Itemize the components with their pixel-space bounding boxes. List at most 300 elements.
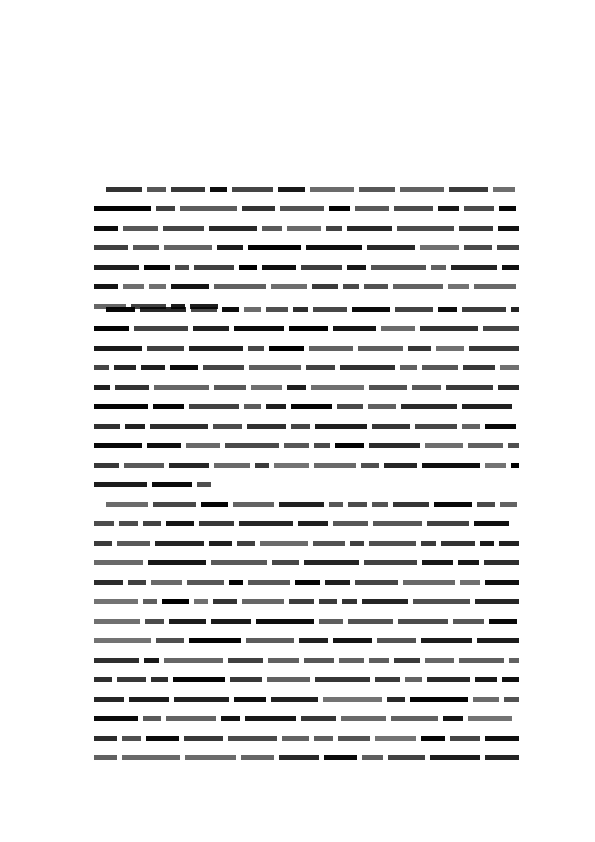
word-block: [462, 307, 506, 312]
word-block: [269, 346, 304, 351]
word-block: [475, 677, 497, 682]
word-block: [375, 677, 400, 682]
word-block: [146, 736, 179, 741]
word-block: [502, 265, 519, 270]
word-block: [94, 443, 142, 448]
word-block: [94, 482, 147, 487]
word-block: [425, 443, 463, 448]
word-block: [314, 443, 330, 448]
word-block: [295, 580, 320, 585]
word-block: [232, 187, 273, 192]
word-block: [233, 502, 274, 507]
word-block: [248, 346, 264, 351]
word-block: [128, 580, 146, 585]
word-block: [189, 346, 243, 351]
word-block: [459, 658, 504, 663]
word-block: [143, 521, 161, 526]
word-block: [493, 187, 515, 192]
word-block: [211, 619, 251, 624]
word-block: [150, 424, 208, 429]
word-block: [244, 307, 261, 312]
word-block: [474, 284, 516, 289]
word-block: [94, 638, 151, 643]
word-block: [274, 463, 309, 468]
text-line: [84, 710, 524, 730]
word-block: [362, 755, 383, 760]
word-block: [230, 677, 262, 682]
word-block: [123, 226, 158, 231]
word-block: [152, 482, 192, 487]
word-block: [319, 619, 343, 624]
text-line: [84, 378, 524, 398]
word-block: [422, 463, 480, 468]
word-block: [315, 424, 367, 429]
word-block: [358, 346, 403, 351]
word-block: [94, 560, 143, 565]
word-block: [171, 187, 205, 192]
word-block: [511, 463, 519, 468]
word-block: [438, 307, 457, 312]
word-block: [156, 206, 175, 211]
word-block: [203, 365, 244, 370]
word-block: [147, 346, 184, 351]
word-block: [314, 463, 356, 468]
word-block: [149, 284, 166, 289]
text-line: [84, 339, 524, 359]
word-block: [498, 226, 519, 231]
word-block: [499, 206, 516, 211]
word-block: [340, 365, 395, 370]
word-block: [485, 736, 519, 741]
word-block: [278, 187, 305, 192]
word-block: [153, 502, 196, 507]
word-block: [94, 265, 139, 270]
word-block: [343, 284, 359, 289]
word-block: [434, 502, 472, 507]
word-block: [347, 226, 392, 231]
word-block: [355, 206, 389, 211]
word-block: [262, 265, 296, 270]
word-block: [443, 716, 463, 721]
word-block: [485, 580, 519, 585]
word-block: [189, 638, 241, 643]
word-block: [94, 365, 109, 370]
text-line: [84, 258, 524, 278]
word-block: [143, 599, 157, 604]
text-line: [84, 690, 524, 710]
word-block: [255, 463, 269, 468]
word-block: [94, 463, 119, 468]
word-block: [304, 560, 359, 565]
paragraph: [84, 495, 524, 768]
word-block: [151, 677, 168, 682]
word-block: [388, 755, 425, 760]
word-block: [347, 265, 366, 270]
word-block: [163, 226, 204, 231]
word-block: [122, 736, 141, 741]
text-line: [84, 180, 524, 200]
word-block: [441, 541, 475, 546]
word-block: [415, 424, 457, 429]
word-block: [199, 521, 234, 526]
text-line: [84, 515, 524, 535]
text-line: [84, 749, 524, 769]
word-block: [333, 521, 368, 526]
word-block: [147, 443, 181, 448]
word-block: [398, 619, 448, 624]
word-block: [248, 580, 290, 585]
word-block: [311, 385, 364, 390]
paragraph: [84, 300, 524, 495]
word-block: [420, 245, 459, 250]
word-block: [339, 658, 364, 663]
word-block: [242, 206, 275, 211]
word-block: [209, 226, 257, 231]
text-line: [84, 495, 524, 515]
word-block: [262, 226, 282, 231]
word-block: [412, 385, 441, 390]
word-block: [310, 187, 354, 192]
word-block: [468, 443, 503, 448]
word-block: [94, 755, 117, 760]
word-block: [213, 424, 242, 429]
word-block: [244, 404, 261, 409]
word-block: [508, 443, 519, 448]
word-block: [315, 677, 370, 682]
word-block: [364, 284, 388, 289]
word-block: [289, 326, 328, 331]
word-block: [239, 521, 293, 526]
word-block: [464, 245, 492, 250]
word-block: [237, 541, 255, 546]
paragraph: [84, 180, 524, 317]
word-block: [314, 736, 333, 741]
word-block: [268, 658, 299, 663]
word-block: [459, 226, 493, 231]
word-block: [94, 736, 117, 741]
word-block: [117, 541, 150, 546]
word-block: [271, 697, 318, 702]
word-block: [403, 580, 455, 585]
word-block: [341, 716, 386, 721]
word-block: [246, 638, 294, 643]
word-block: [191, 307, 217, 312]
word-block: [94, 206, 151, 211]
word-block: [247, 424, 286, 429]
word-block: [194, 599, 208, 604]
word-block: [144, 265, 170, 270]
word-block: [210, 187, 227, 192]
text-line: [84, 651, 524, 671]
word-block: [372, 424, 410, 429]
text-line: [84, 320, 524, 340]
word-block: [329, 206, 350, 211]
word-block: [175, 265, 189, 270]
word-block: [148, 560, 206, 565]
text-line: [84, 632, 524, 652]
word-block: [400, 187, 444, 192]
word-block: [460, 580, 480, 585]
word-block: [431, 265, 446, 270]
word-block: [500, 365, 519, 370]
word-block: [94, 284, 118, 289]
word-block: [306, 365, 335, 370]
word-block: [333, 638, 372, 643]
text-line: [84, 200, 524, 220]
word-block: [413, 599, 470, 604]
word-block: [324, 755, 357, 760]
word-block: [425, 658, 454, 663]
word-block: [209, 541, 232, 546]
word-block: [352, 307, 390, 312]
word-block: [289, 599, 314, 604]
word-block: [193, 326, 229, 331]
word-block: [420, 326, 478, 331]
word-block: [147, 187, 166, 192]
word-block: [94, 346, 142, 351]
word-block: [214, 284, 266, 289]
word-block: [485, 424, 516, 429]
word-block: [145, 619, 164, 624]
word-block: [187, 580, 224, 585]
word-block: [298, 521, 328, 526]
word-block: [279, 502, 324, 507]
word-block: [338, 736, 370, 741]
word-block: [359, 187, 395, 192]
word-block: [174, 697, 229, 702]
word-block: [201, 502, 228, 507]
word-block: [151, 580, 182, 585]
word-block: [94, 599, 138, 604]
text-line: [84, 278, 524, 298]
word-block: [221, 716, 240, 721]
word-block: [214, 385, 246, 390]
word-block: [335, 443, 364, 448]
word-block: [421, 736, 445, 741]
word-block: [169, 463, 209, 468]
word-block: [293, 307, 308, 312]
word-block: [474, 521, 509, 526]
word-block: [125, 424, 145, 429]
word-block: [367, 245, 415, 250]
word-block: [117, 677, 146, 682]
word-block: [397, 226, 454, 231]
word-block: [123, 284, 144, 289]
word-block: [408, 346, 431, 351]
word-block: [106, 187, 142, 192]
text-line: [84, 729, 524, 749]
word-block: [114, 365, 136, 370]
word-block: [489, 619, 517, 624]
word-block: [436, 346, 464, 351]
word-block: [153, 404, 184, 409]
text-line: [84, 219, 524, 239]
word-block: [94, 404, 148, 409]
word-block: [427, 521, 469, 526]
word-block: [260, 541, 308, 546]
word-block: [393, 502, 429, 507]
word-block: [284, 443, 309, 448]
word-block: [279, 755, 319, 760]
word-block: [401, 404, 457, 409]
word-block: [368, 404, 396, 409]
word-block: [372, 502, 388, 507]
word-block: [364, 560, 417, 565]
word-block: [306, 245, 362, 250]
word-block: [169, 619, 206, 624]
word-block: [186, 443, 220, 448]
word-block: [319, 599, 337, 604]
word-block: [184, 736, 223, 741]
word-block: [309, 346, 353, 351]
word-block: [312, 284, 338, 289]
word-block: [371, 265, 426, 270]
word-block: [463, 365, 495, 370]
word-block: [251, 385, 282, 390]
word-block: [248, 245, 301, 250]
word-block: [213, 599, 237, 604]
word-block: [211, 560, 267, 565]
word-block: [164, 658, 223, 663]
word-block: [217, 245, 243, 250]
word-block: [348, 502, 367, 507]
word-block: [287, 385, 306, 390]
word-block: [94, 697, 124, 702]
text-line: [84, 612, 524, 632]
word-block: [106, 502, 148, 507]
word-block: [256, 619, 314, 624]
word-block: [170, 365, 198, 370]
word-block: [427, 677, 470, 682]
word-block: [94, 658, 139, 663]
word-block: [387, 697, 405, 702]
word-block: [164, 245, 212, 250]
word-block: [122, 755, 180, 760]
word-block: [421, 541, 436, 546]
word-block: [369, 658, 389, 663]
word-block: [141, 365, 165, 370]
word-block: [497, 245, 519, 250]
word-block: [377, 638, 416, 643]
word-block: [498, 385, 519, 390]
word-block: [154, 385, 209, 390]
word-block: [473, 697, 499, 702]
text-line: [84, 239, 524, 259]
word-block: [301, 265, 342, 270]
word-block: [421, 638, 472, 643]
text-line: [84, 554, 524, 574]
word-block: [323, 697, 382, 702]
word-block: [245, 716, 296, 721]
word-block: [384, 463, 417, 468]
word-block: [173, 677, 225, 682]
word-block: [405, 677, 422, 682]
word-block: [271, 284, 307, 289]
word-block: [166, 521, 194, 526]
word-block: [333, 326, 376, 331]
word-block: [129, 697, 169, 702]
word-block: [391, 716, 438, 721]
word-block: [282, 736, 309, 741]
word-block: [393, 284, 443, 289]
text-line: [84, 573, 524, 593]
word-block: [214, 463, 250, 468]
text-line: [84, 417, 524, 437]
word-block: [499, 541, 519, 546]
word-block: [450, 736, 480, 741]
word-block: [180, 206, 237, 211]
text-line: [84, 437, 524, 457]
word-block: [500, 502, 517, 507]
word-block: [504, 697, 519, 702]
word-block: [438, 206, 459, 211]
word-block: [234, 697, 266, 702]
word-block: [468, 716, 512, 721]
word-block: [348, 619, 393, 624]
word-block: [375, 736, 416, 741]
word-block: [464, 206, 494, 211]
word-block: [124, 463, 164, 468]
word-block: [430, 755, 480, 760]
word-block: [162, 599, 189, 604]
word-block: [369, 443, 420, 448]
word-block: [291, 404, 332, 409]
word-block: [304, 658, 334, 663]
word-block: [197, 482, 211, 487]
word-block: [350, 541, 364, 546]
word-block: [485, 755, 519, 760]
word-block: [462, 424, 480, 429]
word-block: [422, 365, 458, 370]
word-block: [94, 716, 138, 721]
word-block: [446, 385, 493, 390]
word-block: [329, 502, 343, 507]
word-block: [326, 226, 342, 231]
word-block: [373, 521, 422, 526]
word-block: [448, 284, 469, 289]
word-block: [480, 541, 494, 546]
word-block: [140, 307, 186, 312]
word-block: [119, 521, 138, 526]
word-block: [400, 365, 417, 370]
word-block: [355, 580, 398, 585]
text-line: [84, 398, 524, 418]
text-line: [84, 456, 524, 476]
word-block: [485, 463, 506, 468]
word-block: [299, 638, 328, 643]
word-block: [249, 365, 301, 370]
word-block: [143, 716, 161, 721]
word-block: [301, 716, 336, 721]
word-block: [156, 638, 184, 643]
word-block: [133, 245, 159, 250]
word-block: [222, 307, 239, 312]
word-block: [234, 326, 284, 331]
word-block: [381, 326, 415, 331]
word-block: [342, 599, 357, 604]
text-line: [84, 359, 524, 379]
text-line: [84, 593, 524, 613]
word-block: [462, 404, 512, 409]
word-block: [337, 404, 363, 409]
word-block: [267, 677, 310, 682]
word-block: [134, 326, 188, 331]
word-block: [394, 206, 433, 211]
word-block: [272, 560, 299, 565]
word-block: [449, 187, 488, 192]
word-block: [229, 580, 243, 585]
word-block: [94, 521, 114, 526]
